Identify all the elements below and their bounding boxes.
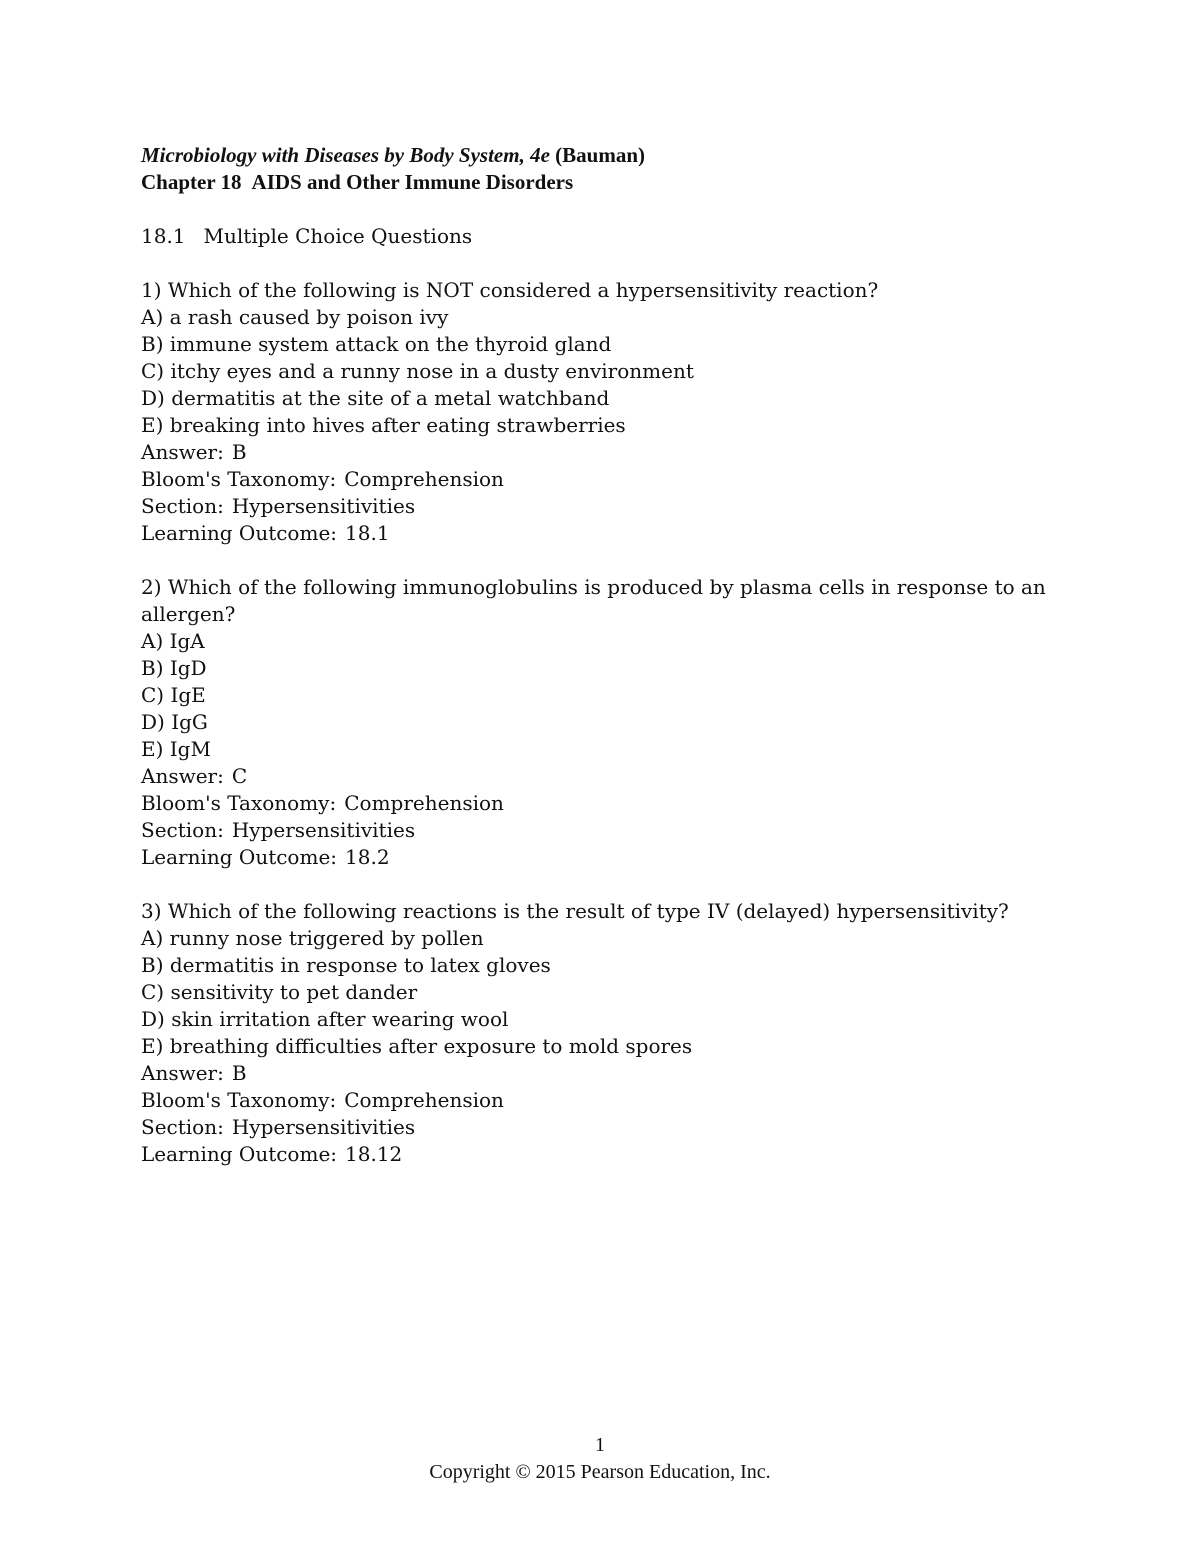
bloom-line: [141, 790, 1061, 817]
answer-option: C) sensitivity to pet dander: [141, 980, 418, 1004]
bloom-value: Comprehension: [344, 791, 504, 815]
answer-option: B) immune system attack on the thyroid gland: [141, 332, 612, 356]
answer-option: E) IgM: [141, 737, 211, 761]
outcome-value: 18.2: [345, 845, 390, 869]
answer-option: B) dermatitis in response to latex gloves: [141, 953, 551, 977]
section-heading: [141, 223, 1061, 250]
book-title: Microbiology with Diseases by Body System, 4e: [141, 143, 550, 167]
question-stem-line-2: allergen?: [141, 602, 236, 626]
bloom-label: Bloom's Taxonomy:: [141, 791, 337, 815]
section-number: 18.1: [141, 224, 186, 248]
answer-value: B: [231, 440, 247, 464]
chapter-heading: [141, 169, 1061, 196]
answer-label: Answer:: [141, 1061, 224, 1085]
section-line: [141, 1114, 1061, 1141]
answer-option: A) IgA: [141, 629, 205, 653]
section-label: Section:: [141, 1115, 224, 1139]
bloom-label: Bloom's Taxonomy:: [141, 1088, 337, 1112]
answer-value: B: [231, 1061, 247, 1085]
book-title-line: [141, 142, 1061, 169]
answer-line: [141, 763, 1061, 790]
answer-option: D) dermatitis at the site of a metal watchband: [141, 386, 610, 410]
section-value: Hypersensitivities: [231, 494, 416, 518]
outcome-line: [141, 1141, 1061, 1168]
question-3: [141, 898, 1061, 1168]
section-label: Section:: [141, 818, 224, 842]
bloom-line: [141, 1087, 1061, 1114]
question-stem: 1) Which of the following is NOT considered a hypersensitivity reaction?: [141, 278, 879, 302]
question-stem-line-1: 2) Which of the following immunoglobulins is produced by plasma cells in response to an: [141, 575, 1046, 599]
outcome-line: [141, 844, 1061, 871]
answer-option: A) runny nose triggered by pollen: [141, 926, 484, 950]
book-author: (Bauman): [555, 143, 645, 167]
chapter-label: Chapter 18: [141, 170, 242, 194]
bloom-value: Comprehension: [344, 467, 504, 491]
page-content: [141, 142, 1061, 1168]
answer-option: B) IgD: [141, 656, 207, 680]
section-label: Section:: [141, 494, 224, 518]
outcome-value: 18.12: [345, 1142, 403, 1166]
answer-label: Answer:: [141, 764, 224, 788]
section-value: Hypersensitivities: [231, 818, 416, 842]
answer-option: D) IgG: [141, 710, 208, 734]
bloom-label: Bloom's Taxonomy:: [141, 467, 337, 491]
question-1: [141, 277, 1061, 547]
answer-line: [141, 1060, 1061, 1087]
bloom-line: [141, 466, 1061, 493]
answer-value: C: [231, 764, 248, 788]
bloom-value: Comprehension: [344, 1088, 504, 1112]
question-2: [141, 574, 1061, 871]
answer-option: D) skin irritation after wearing wool: [141, 1007, 509, 1031]
page-number: 1: [595, 1434, 605, 1456]
outcome-label: Learning Outcome:: [141, 845, 338, 869]
answer-option: E) breaking into hives after eating strawberries: [141, 413, 626, 437]
answer-option: A) a rash caused by poison ivy: [141, 305, 449, 329]
answer-option: E) breathing difficulties after exposure to mold spores: [141, 1034, 693, 1058]
section-title: Multiple Choice Questions: [203, 224, 473, 248]
section-line: [141, 493, 1061, 520]
outcome-value: 18.1: [345, 521, 390, 545]
section-line: [141, 817, 1061, 844]
question-stem: 3) Which of the following reactions is the result of type IV (delayed) hypersensitivity?: [141, 899, 1009, 923]
outcome-line: [141, 520, 1061, 547]
answer-line: [141, 439, 1061, 466]
chapter-title: AIDS and Other Immune Disorders: [251, 170, 574, 194]
outcome-label: Learning Outcome:: [141, 1142, 338, 1166]
answer-option: C) itchy eyes and a runny nose in a dusty environment: [141, 359, 694, 383]
outcome-label: Learning Outcome:: [141, 521, 338, 545]
section-value: Hypersensitivities: [231, 1115, 416, 1139]
copyright-notice: Copyright © 2015 Pearson Education, Inc.: [429, 1461, 771, 1483]
answer-option: C) IgE: [141, 683, 206, 707]
answer-label: Answer:: [141, 440, 224, 464]
